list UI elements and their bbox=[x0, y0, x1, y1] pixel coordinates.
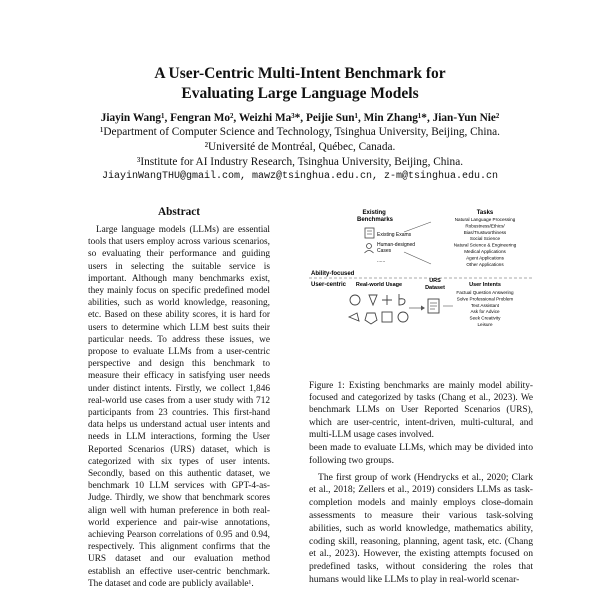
affiliation-3: ³Institute for AI Industry Research, Tsinghua University, Beijing, China. bbox=[136, 156, 464, 168]
fig-task-list bbox=[454, 217, 517, 267]
affiliation-1: ¹Department of Computer Science and Technology, Tsinghua University, Beijing, China. bbox=[100, 126, 500, 138]
fig-task-item: Other Applications bbox=[466, 261, 504, 267]
fig-task-item: Bias/Trustworthiness bbox=[463, 229, 507, 235]
bing-icon bbox=[399, 294, 405, 305]
llm-logo-icon bbox=[382, 312, 392, 322]
fig-human-designed-line2: Cases bbox=[377, 248, 392, 254]
author-emails: JiayinWangTHU@gmail.com, mawz@tsinghua.edu.cn, z-m@tsinghua.edu.cn bbox=[101, 171, 499, 182]
fig-existing-benchmarks-line1: Existing bbox=[362, 210, 386, 216]
llm-logo-icon bbox=[349, 313, 359, 321]
exam-paper-icon bbox=[365, 228, 374, 238]
title-line-1: A User-Centric Multi-Intent Benchmark for bbox=[154, 65, 446, 82]
abstract-heading: Abstract bbox=[157, 206, 201, 218]
llm-logo-icon bbox=[365, 313, 377, 324]
llm-logo-icon bbox=[398, 312, 408, 322]
fig-intent-item: Leisure bbox=[477, 322, 493, 327]
fig-task-item: Robustness/Ethics/ bbox=[465, 223, 505, 229]
figure-caption bbox=[309, 380, 533, 441]
fig-task-item: Natural Science & Engineering bbox=[453, 242, 517, 248]
fig-arrow-top bbox=[404, 222, 431, 232]
fig-ability-focused: Ability-focused bbox=[311, 271, 355, 277]
fig-ellipsis: ...... bbox=[377, 258, 386, 264]
title-line-2: Evaluating Large Language Models bbox=[181, 85, 419, 102]
fig-tasks-heading: Tasks bbox=[476, 210, 494, 216]
author-list: Jiayin Wang¹, Fengran Mo², Weizhi Ma³*, Peijie Sun¹, Min Zhang¹*, Jian-Yun Nie² bbox=[100, 112, 500, 124]
fig-task-item: Medical Applications bbox=[464, 249, 506, 254]
body-paragraph-2: The first group of work (Hendrycks et al., 2020; Clark et al., 2018; Zellers et al., 2019) considers LLMs as task-completion models and mainly employs close-domain assessments to measure their various task-solving abilities, such as world knowledge, mathematics ability, coding skill, reasoning, planning, agent task, etc. (Chang et al., 2023). However, the existing attempts focused on predefined tasks, without considering the roles that humans would like LLMs to play in real-world scenar- bbox=[309, 471, 533, 585]
body-text-right bbox=[309, 442, 533, 591]
llm-logo-icon bbox=[369, 295, 377, 305]
affiliation-2: ²Université de Montréal, Québec, Canada. bbox=[204, 141, 396, 153]
fig-urs-dataset-line1: URS bbox=[429, 278, 441, 284]
human-icon bbox=[367, 244, 372, 249]
fig-human-designed-line1: Human-designed bbox=[377, 242, 416, 248]
fig-user-intents-heading: User Intents bbox=[469, 282, 501, 288]
fig-intent-item: Seek Creativity bbox=[469, 315, 501, 321]
fig-intent-item: Ask for Advice bbox=[470, 309, 500, 315]
fig-existing-exams: Existing Exams bbox=[377, 232, 412, 238]
figure-1 bbox=[309, 204, 533, 376]
fig-intent-item: Solve Professional Problem bbox=[456, 296, 514, 302]
body-paragraph-1: been made to evaluate LLMs, which may be divided into following two groups. bbox=[309, 442, 533, 466]
abstract-text: Large language models (LLMs) are essential tools that users employ across various scenarios, so evaluating their performance and guiding users in selecting the suitable service is important. Although many benchmarks exist, they mainly focus on specific predefined model abilities, such as world knowledge, reasoning, etc. Based on these ability scores, it is hard for users to determine which LLM best suits their particular needs. To address these issues, we propose to evaluate LLMs from a user-centric perspective and design this benchmark to measure their efficacy in satisfying user needs under distinct intents. Firstly, we collect 1,846 real-world use cases from a user study with 712 participants from 23 countries. This first-hand data helps us understand actual user intents and needs in LLM interactions, forming the User Reported Scenarios (URS) dataset, which is categorized with six types of user intents. Secondly, based on this authentic dataset, we benchmark 10 LLM services with GPT-4-as-Judge. Thirdly, we show that benchmark scores align well with human preference in both real-world experience and pair-wise annotations, achieving Pearson correlations of 0.95 and 0.94, respectively. This alignment confirms that the URS dataset and our evaluation method establish an effective user-centric benchmark. The dataset and code are publicly available¹. bbox=[88, 225, 270, 589]
fig-existing-benchmarks-label bbox=[357, 210, 394, 223]
fig-real-world-usage: Real-world Usage bbox=[355, 282, 403, 288]
fig-task-item: Social Science bbox=[469, 236, 501, 242]
fig-urs-dataset-line2: Dataset bbox=[425, 285, 445, 291]
fig-task-item: Agent Applications bbox=[466, 255, 504, 261]
llm-logo-icon bbox=[350, 295, 360, 305]
fig-existing-benchmarks-line2: Benchmarks bbox=[356, 217, 394, 223]
sparkle-icon bbox=[382, 295, 392, 305]
fig-task-item: Natural Language Processing bbox=[454, 217, 516, 222]
paper-title bbox=[0, 64, 600, 104]
fig-arrow-head bbox=[421, 306, 425, 311]
fig-intent-list bbox=[456, 290, 514, 327]
fig-intent-item: Text Assistant bbox=[470, 302, 500, 308]
fig-arrow-bottom bbox=[404, 252, 431, 264]
fig-intent-item: Factual Question Answering bbox=[456, 290, 514, 295]
abstract-body bbox=[88, 224, 270, 590]
fig-user-centric: User-centric bbox=[311, 282, 347, 288]
figure-caption-text: Figure 1: Existing benchmarks are mainly model ability-focused and categorized by tasks (Chang et al., 2023). We benchmark LLMs on User Reported Scenarios (URS), which are user-centric, intent-driven, multi-cultural, and multi-LLM usage cases involved. bbox=[309, 381, 533, 440]
